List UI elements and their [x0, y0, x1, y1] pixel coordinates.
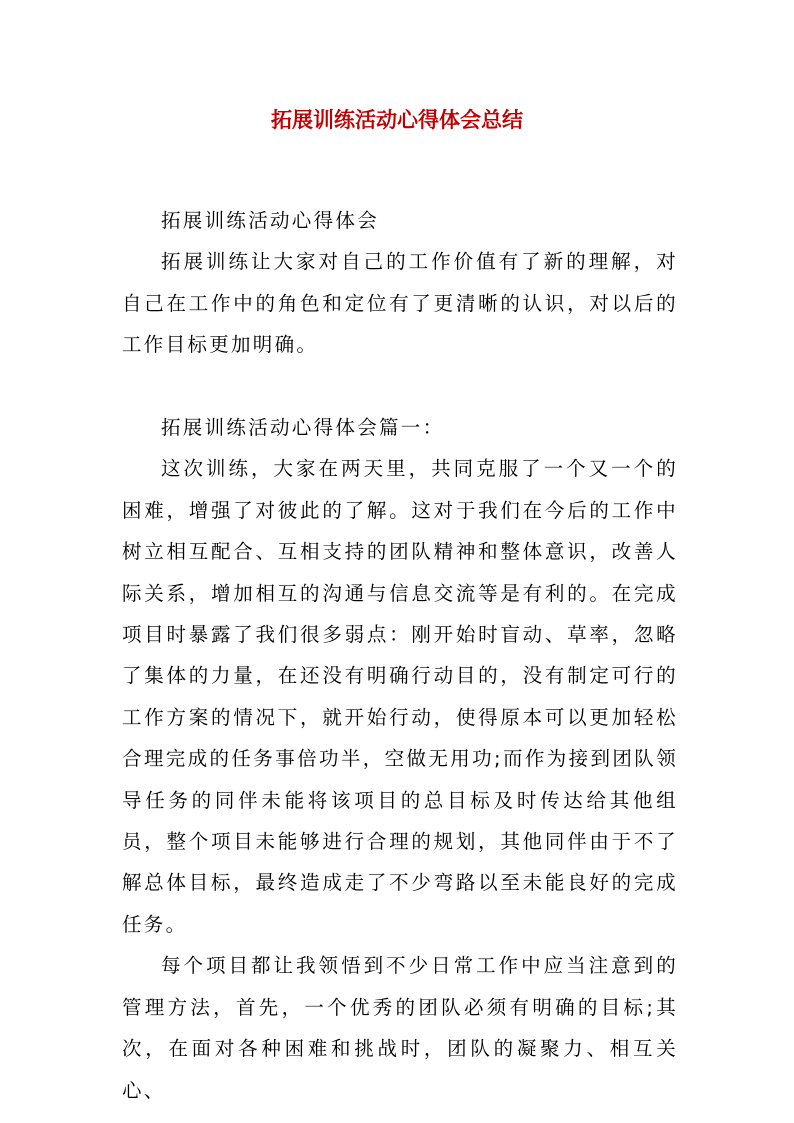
document-title: 拓展训练活动心得体会总结: [271, 107, 523, 132]
paragraph: 这次训练，大家在两天里，共同克服了一个又一个的困难，增强了对彼此的了解。这对于我们在今后的工作中树立相互配合、互相支持的团队精神和整体意识，改善人际关系，增加相互的沟通与信息交流等是有利的。在完成项目时暴露了我们很多弱点：刚开始时盲动、草率，忽略了集体的力量，在还没有明确行动目的，没有制定可行的工作方案的情况下，就开始行动，使得原本可以更加轻松合理完成的任务事倍功半，空做无用功;而作为接到团队领导任务的同伴未能将该项目的总目标及时传达给其他组员，整个项目未能够进行合理的规划，其他同伴由于不了解总体目标，最终造成走了不少弯路以至未能良好的完成任务。: [122, 457, 678, 936]
paragraph: 拓展训练让大家对自己的工作价值有了新的理解，对自己在工作中的角色和定位有了更清晰的认识，对以后的工作目标更加明确。: [122, 250, 678, 357]
paragraph-spacer: [122, 366, 678, 407]
document-body: [122, 200, 678, 1111]
section-heading: 拓展训练活动心得体会篇一：: [161, 416, 445, 440]
paragraph: 每个项目都让我领悟到不少日常工作中应当注意到的管理方法，首先，一个优秀的团队必须有明确的目标;其次，在面对各种困难和挑战时，团队的凝聚力、相互关心、: [122, 954, 678, 1102]
section-heading: 拓展训练活动心得体会: [161, 209, 380, 232]
